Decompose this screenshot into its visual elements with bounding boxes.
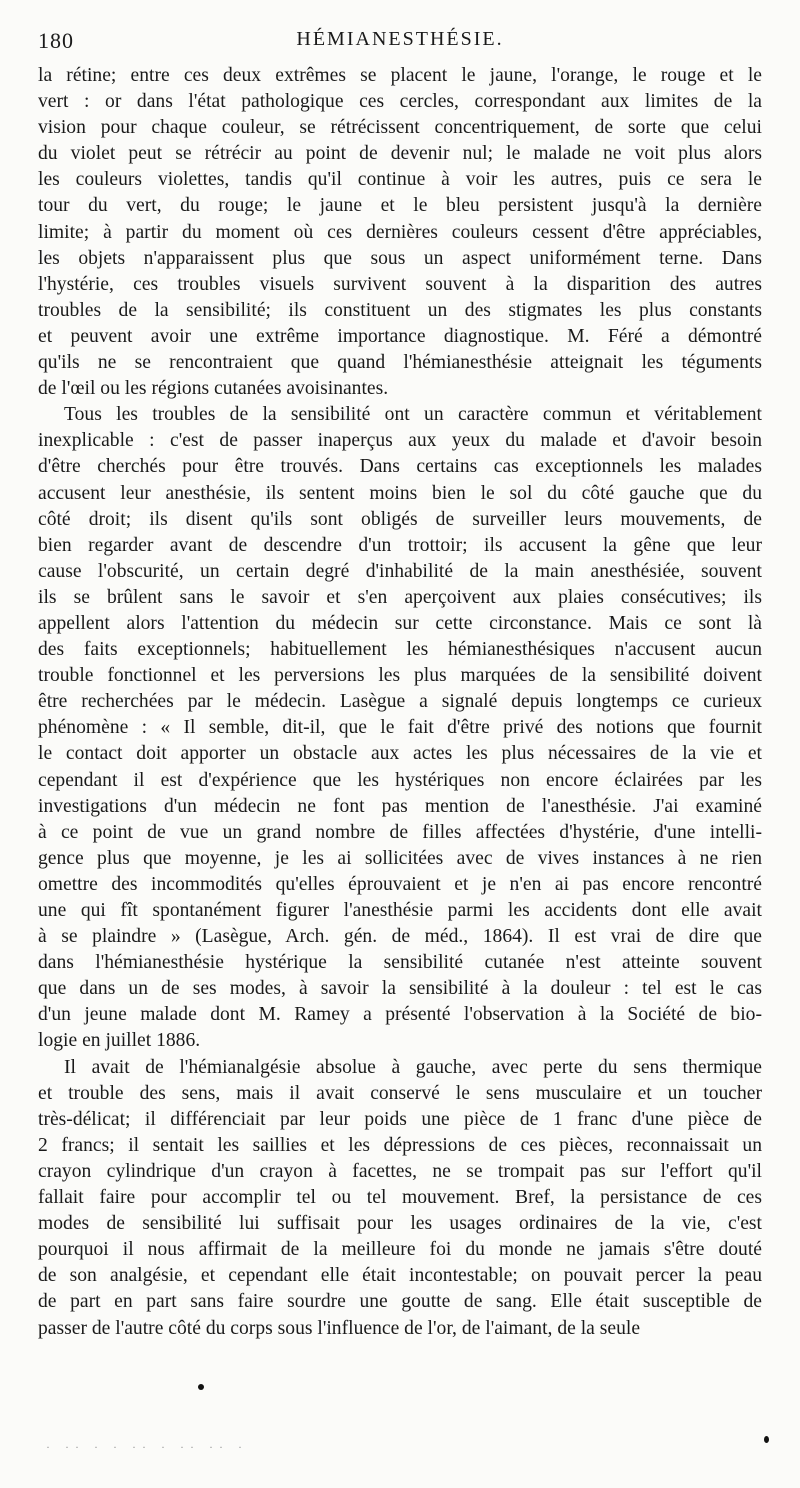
paragraph-3 [38, 1055, 762, 1342]
page-number: 180 [38, 28, 74, 53]
text-line: investigations d'un médecin ne font pas mention de l'anesthésie. J'ai examiné [38, 795, 762, 817]
page-header [38, 28, 762, 58]
text-line: être recherchées par le médecin. Lasègue a signalé depuis longtemps ce curieux [38, 691, 762, 713]
text-line: cependant il est d'expérience que les hystériques non encore éclairées par les [38, 769, 762, 791]
text-line: les couleurs violettes, tandis qu'il continue à voir les autres, puis ce sera le [38, 169, 762, 191]
text-line: Il avait de l'hémianalgésie absolue à gauche, avec perte du sens thermique [64, 1056, 762, 1078]
text-line: de son analgésie, et cependant elle était incontestable; on pouvait percer la peau [38, 1265, 762, 1287]
text-line: et trouble des sens, mais il avait conservé le sens musculaire et un toucher [38, 1082, 762, 1104]
text-line: de part en part sans faire sourdre une goutte de sang. Elle était susceptible de [38, 1291, 762, 1313]
text-line: modes de sensibilité lui suffisait pour les usages ordinaires de la vie, c'est [38, 1213, 762, 1235]
text-line: et peuvent avoir une extrême importance diagnostique. M. Féré a démontré [38, 325, 762, 347]
text-line: logie en juillet 1886. [38, 1030, 201, 1052]
footer-marks: · ·· · · ·· · ·· ·· · [46, 1440, 248, 1454]
text-line: des faits exceptionnels; habituellement les hémianesthésiques n'accusent aucun [38, 639, 762, 661]
paragraph-2 [38, 402, 762, 1054]
text-line: appellent alors l'attention du médecin sur cette circonstance. Mais ce sont là [38, 612, 762, 634]
text-line: d'un jeune malade dont M. Ramey a présenté l'observation à la Société de bio- [38, 1004, 762, 1026]
text-line: à se plaindre » (Lasègue, Arch. gén. de méd., 1864). Il est vrai de dire que [38, 926, 762, 948]
text-line: passer de l'autre côté du corps sous l'influence de l'or, de l'aimant, de la seule [38, 1317, 641, 1339]
text-line: le contact doit apporter un obstacle aux actes les plus nécessaires de la vie et [38, 743, 762, 765]
text-line: Tous les troubles de la sensibilité ont un caractère commun et véritablement [64, 404, 762, 426]
text-line: ils se brûlent sans le savoir et s'en aperçoivent aux plaies consécutives; ils [38, 586, 762, 608]
ink-speck [198, 1384, 204, 1390]
text-line: accusent leur anesthésie, ils sentent moins bien le sol du côté gauche que du [38, 482, 762, 504]
text-line: qu'ils ne se rencontraient que quand l'hémianesthésie atteignait les téguments [38, 352, 762, 374]
text-line: de l'œil ou les régions cutanées avoisinantes. [38, 378, 389, 400]
text-line: 2 francs; il sentait les saillies et les dépressions de ces pièces, reconnaissait un [38, 1134, 762, 1156]
text-line: d'être cherchés pour être trouvés. Dans certains cas exceptionnels les malades [38, 456, 762, 478]
text-line: pourquoi il nous affirmait de la meilleure foi du monde ne jamais s'être douté [38, 1239, 762, 1261]
text-line: que dans un de ses modes, à savoir la sensibilité à la douleur : tel est le cas [38, 978, 762, 1000]
text-line: les objets n'apparaissent plus que sous un aspect uniformément terne. Dans [38, 247, 762, 269]
text-line: vision pour chaque couleur, se rétrécissent concentriquement, de sorte que celui [38, 117, 762, 139]
text-line: tour du vert, du rouge; le jaune et le bleu persistent jusqu'à la dernière [38, 195, 762, 217]
text-line: du violet peut se rétrécir au point de devenir nul; le malade ne voit plus alors [38, 143, 762, 165]
text-line: côté droit; ils disent qu'ils sont obligés de surveiller leurs mouvements, de [38, 508, 762, 530]
text-line: l'hystérie, ces troubles visuels survivent souvent à la disparition des autres [38, 273, 762, 295]
text-line: cause l'obscurité, un certain degré d'inhabilité de la main anesthésiée, souvent [38, 560, 762, 582]
body-text [38, 63, 762, 1342]
text-line: omettre des incommodités qu'elles éprouvaient et je n'en ai pas encore rencontré [38, 873, 762, 895]
running-title: HÉMIANESTHÉSIE. [296, 28, 504, 50]
text-line: dans l'hémianesthésie hystérique la sensibilité cutanée n'est atteinte souvent [38, 952, 762, 974]
text-line: une qui fît spontanément figurer l'anesthésie parmi les accidents dont elle avait [38, 900, 762, 921]
text-line: inexplicable : c'est de passer inaperçus aux yeux du malade et d'avoir besoin [38, 430, 762, 452]
paragraph-1 [38, 63, 762, 402]
text-line: phénomène : « Il semble, dit-il, que le fait d'être privé des notions que fournit [38, 717, 762, 739]
text-line: la rétine; entre ces deux extrêmes se placent le jaune, l'orange, le rouge et le [38, 65, 762, 86]
text-line: très-délicat; il différenciait par leur poids une pièce de 1 franc d'une pièce de [38, 1108, 762, 1130]
text-line: troubles de la sensibilité; ils constituent un des stigmates les plus constants [38, 299, 762, 321]
text-line: à ce point de vue un grand nombre de filles affectées d'hystérie, d'une intelli- [38, 821, 762, 843]
text-line: trouble fonctionnel et les perversions les plus marquées de la sensibilité doivent [38, 665, 762, 687]
text-line: limite; à partir du moment où ces dernières couleurs cessent d'être appréciables, [38, 221, 762, 243]
text-line: crayon cylindrique d'un crayon à facettes, ne se trompait pas sur l'effort qu'il [38, 1160, 762, 1182]
text-line: bien regarder avant de descendre d'un trottoir; ils accusent la gêne que leur [38, 534, 762, 556]
text-line: fallait faire pour accomplir tel ou tel mouvement. Bref, la persistance de ces [38, 1187, 762, 1209]
text-line: vert : or dans l'état pathologique ces cercles, correspondant aux limites de la [38, 91, 762, 113]
text-line: gence plus que moyenne, je les ai sollicitées avec de vives instances à ne rien [38, 847, 762, 869]
